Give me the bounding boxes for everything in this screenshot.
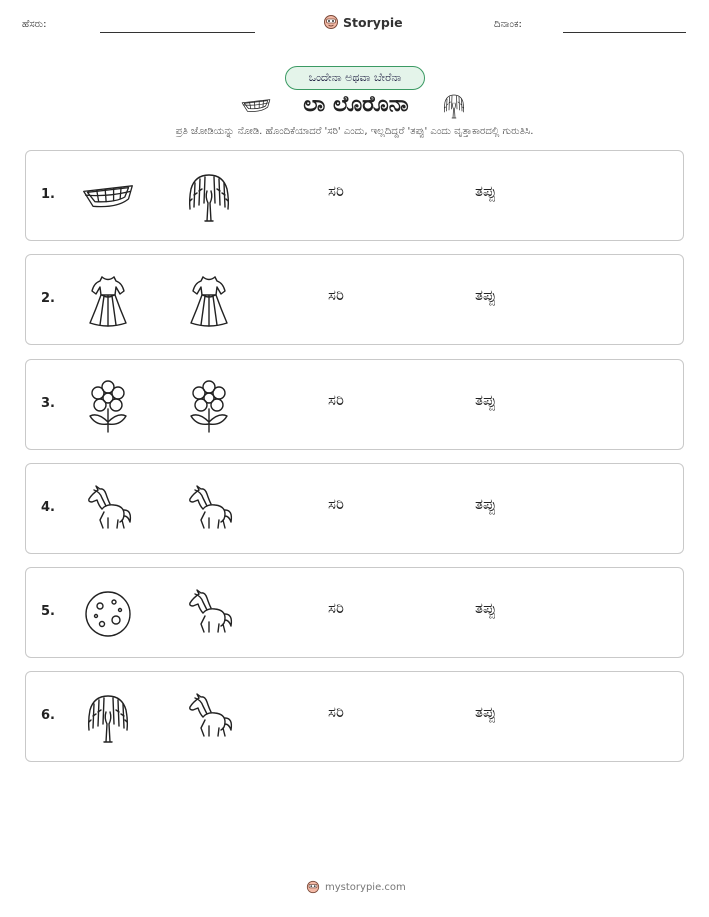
right-picture	[181, 273, 237, 329]
willow-tree-icon	[80, 690, 136, 746]
brand-logo	[323, 14, 403, 30]
dress-icon	[80, 273, 136, 329]
right-picture	[181, 482, 237, 538]
option-different[interactable]: ತಪ್ಪು	[475, 391, 497, 409]
option-different[interactable]: ತಪ್ಪು	[475, 182, 497, 200]
horse-icon	[80, 482, 136, 538]
left-picture	[80, 378, 136, 434]
storypie-mascot-icon	[306, 880, 320, 894]
option-same[interactable]: ಸರಿ	[328, 599, 344, 617]
question-number: 2.	[41, 291, 55, 306]
name-line[interactable]	[100, 32, 255, 33]
question-number: 4.	[41, 500, 55, 515]
option-same[interactable]: ಸರಿ	[328, 286, 344, 304]
option-same[interactable]: ಸರಿ	[328, 182, 344, 200]
horse-icon	[181, 690, 237, 746]
left-picture	[80, 273, 136, 329]
dress-icon	[181, 273, 237, 329]
date-line[interactable]	[563, 32, 686, 33]
option-same[interactable]: ಸರಿ	[328, 703, 344, 721]
question-card-3	[25, 359, 684, 450]
page-title: ಲಾ ಲೊರೊನಾ	[303, 92, 409, 117]
question-number: 5.	[41, 604, 55, 619]
option-different[interactable]: ತಪ್ಪು	[475, 599, 497, 617]
question-number: 6.	[41, 708, 55, 723]
question-number: 3.	[41, 396, 55, 411]
name-label: ಹೆಸರು:	[22, 19, 47, 30]
right-picture	[181, 169, 237, 225]
footer-url[interactable]: mystorypie.com	[325, 881, 406, 893]
date-label: ದಿನಾಂಕ:	[494, 19, 522, 30]
question-card-1	[25, 150, 684, 241]
question-card-4	[25, 463, 684, 554]
brand-name: Storypie	[343, 14, 403, 30]
horse-icon	[181, 482, 237, 538]
left-picture	[80, 482, 136, 538]
right-picture	[181, 690, 237, 746]
moon-icon	[80, 586, 136, 642]
horse-icon	[181, 586, 237, 642]
option-different[interactable]: ತಪ್ಪು	[475, 495, 497, 513]
flower-icon	[80, 378, 136, 434]
question-card-6	[25, 671, 684, 762]
right-picture	[181, 586, 237, 642]
footer	[306, 880, 406, 894]
question-number: 1.	[41, 187, 55, 202]
right-picture	[181, 378, 237, 434]
left-picture	[80, 586, 136, 642]
willow-tree-icon	[440, 91, 468, 121]
left-picture	[80, 690, 136, 746]
boat-icon	[240, 95, 272, 117]
title-left-icon	[240, 95, 272, 117]
title-right-icon	[440, 91, 468, 121]
option-same[interactable]: ಸರಿ	[328, 495, 344, 513]
question-card-2	[25, 254, 684, 345]
willow-tree-icon	[181, 169, 237, 225]
option-different[interactable]: ತಪ್ಪು	[475, 286, 497, 304]
question-card-5	[25, 567, 684, 658]
option-different[interactable]: ತಪ್ಪು	[475, 703, 497, 721]
option-same[interactable]: ಸರಿ	[328, 391, 344, 409]
boat-icon	[80, 169, 136, 225]
left-picture	[80, 169, 136, 225]
storypie-mascot-icon	[323, 14, 339, 30]
instruction-text: ಪ್ರತಿ ಜೋಡಿಯನ್ನು ನೋಡಿ. ಹೊಂದಿಕೆಯಾದರೆ 'ಸರಿ' ಎಂದು, ಇಲ್ಲದಿದ್ದರೆ 'ತಪ್ಪು' ಎಂದು ವೃತ್ತಾಕಾರದಲ್ಲಿ ಗುರುತಿಸಿ.	[175, 126, 534, 137]
flower-icon	[181, 378, 237, 434]
activity-badge: ಒಂದೇನಾ ಅಥವಾ ಬೇರೆನಾ	[285, 66, 425, 90]
